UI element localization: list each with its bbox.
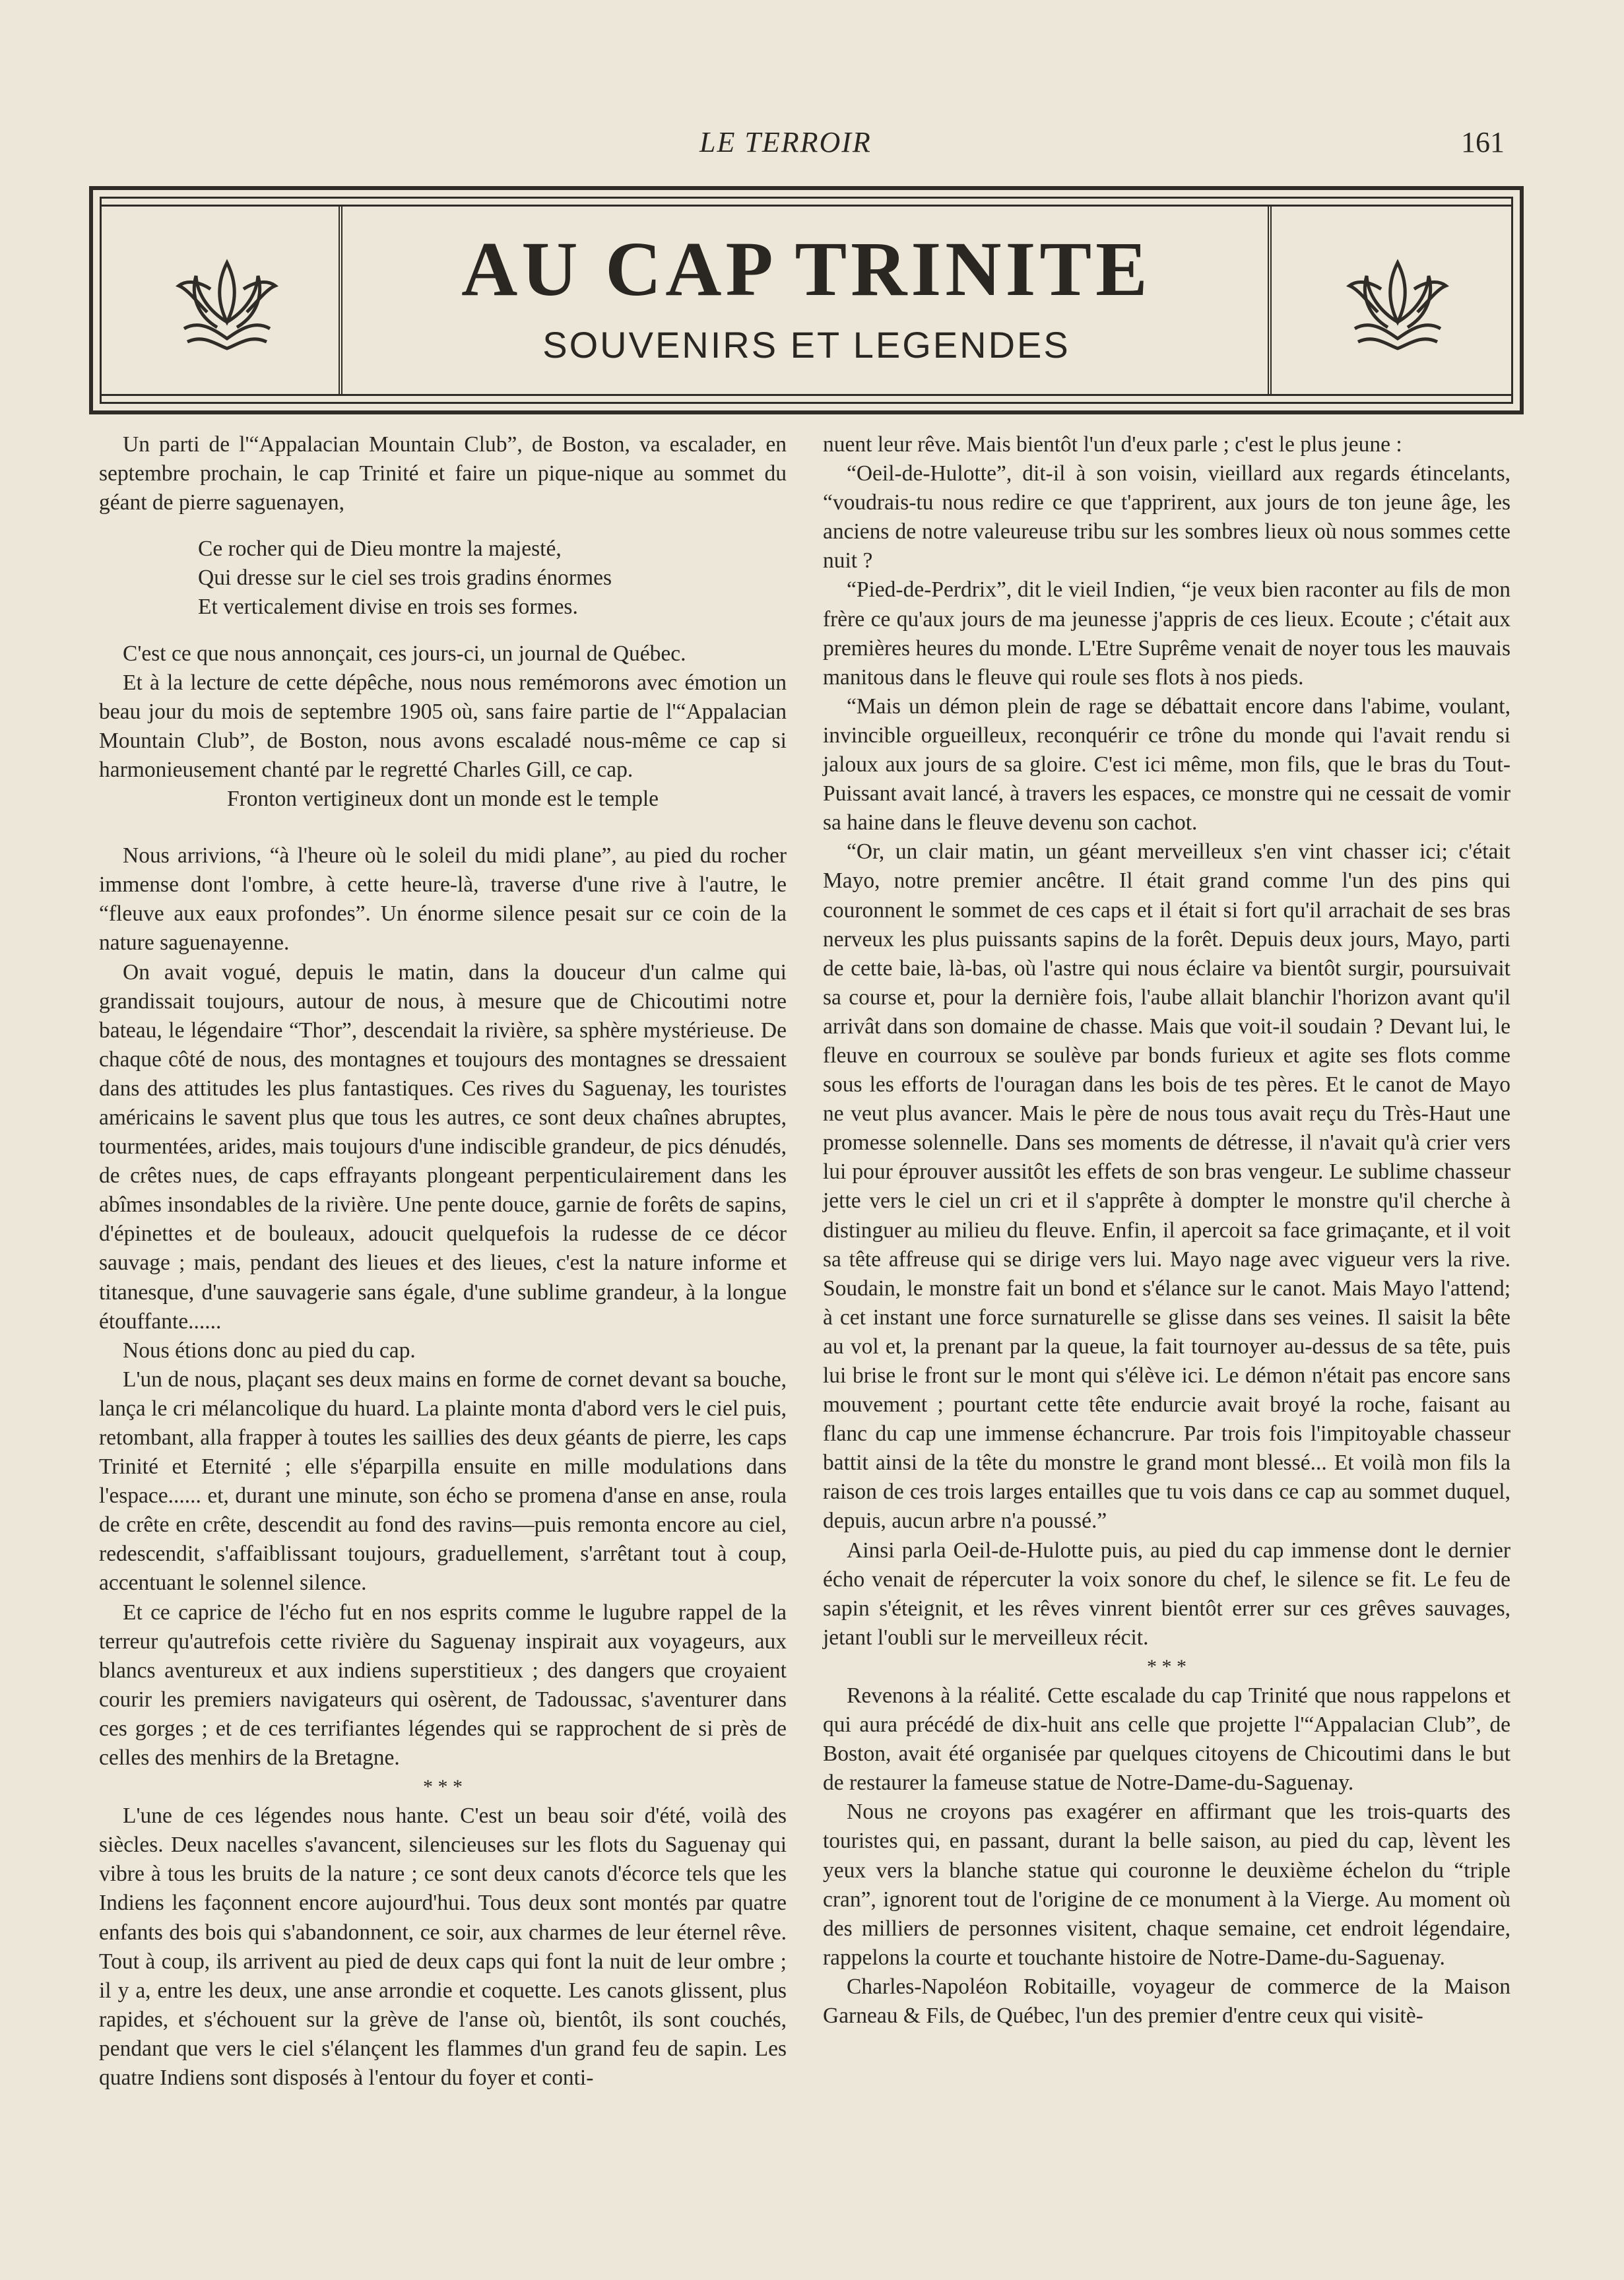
journal-name: LE TERROIR [699, 126, 872, 158]
page-number: 161 [1461, 126, 1505, 158]
paragraph: nuent leur rêve. Mais bientôt l'un d'eux parle ; c'est le plus jeune : [823, 432, 1402, 457]
paragraph: “Mais un démon plein de rage se débattait encore dans l'abime, voulant, invincible orgueilleux, reconquérir ce trône du monde qui l'avait rendu si jaloux aux jours de sa gloire. C'est ici même, mon fils, que le bras du Tout-Puissant avait lancé, à travers les espaces, ce monstre qui ne cessait de vomir sa haine dans le fleuve devenu son cachot. [823, 694, 1510, 835]
paragraph: L'une de ces légendes nous hante. C'est un beau soir d'été, voilà des siècles. Deux nacelles s'avancent, silencieuses sur les flots du Saguenay qui vibre à tous les bruits de la nature ; ce sont deux canots d'écorce tels que les Indiens les façonnent encore aujourd'hui. Tous deux sont montés par quatre enfants des bois qui s'abandonnent, ce soir, aux charmes de leur éternel rêve. Tout à coup, ils arrivent au pied de deux caps qui font la nuit de leur ombre ; il y a, entre les deux, une anse arrondie et coquette. Les canots glissent, plus rapides, et s'échouent sur la grève de l'anse où, bientôt, ils sont couchés, pendant que vers le ciel s'élançent les flammes d'un grand feu de sapin. Les quatre Indiens sont disposés à l'entour du foyer et conti- [99, 1804, 787, 2090]
paragraph: “Oeil-de-Hulotte”, dit-il à son voisin, vieillard aux regards étincelants, “voudrais-tu nous redire ce que t'apprirent, aux jours de ton jeune âge, les anciens de notre valeureuse tribu sur les sombres lieux où nous sommes cette nuit ? [823, 461, 1510, 573]
spacer [99, 814, 787, 841]
paragraph: “Or, un clair matin, un géant merveilleux s'en vint chasser ici; c'était Mayo, notre premier ancêtre. Il était grand comme l'un des pins qui couronnent le sommet de ces caps et il était si fort qu'il arrachait de ses bras nerveux les plus puissants sapins de la forêt. Depuis deux jours, Mayo, parti de cette baie, là-bas, où l'astre qui nous éclaire va bientôt surgir, poursuivait sa course et, pour la dernière fois, l'aube allait blanchir l'horizon avant qu'il arrivât dans son domaine de chasse. Mais que voit-il soudain ? Devant lui, le fleuve en courroux se soulève par bonds furieux et agite ses flots comme sous les efforts de l'ouragan dans les bois de tes pères. Et le canot de Mayo ne veut plus avancer. Mais le père de nous tous avait reçu du Très-Haut une promesse solennelle. Dans ses moments de détresse, il n'avait qu'à crier vers lui pour éprouver aussitôt les effets de son bras vengeur. Le sublime chasseur jette vers le ciel un cri et il s'apprête à dompter le monstre qu'il cherche à distinguer au milieu du fleuve. Enfin, il apercoit sa face grimaçante, et il voit sa tête affreuse qui se dirige vers lui. Mayo nage avec vigueur vers la rive. Soudain, le monstre fait un bond et s'élance sur le canot. Mais Mayo l'attend; à cet instant une force surnaturelle se glisse dans ses veines. Il saisit la bête au vol et, la prenant par la queue, la fait tournoyer au-dessus de sa tête, puis lui brise le front sur le mont qui s'élève ici. Le démon n'était pas encore sans mouvement ; pourtant cette tête endurcie avait broyé la roche, faisant au flanc du cap une immense échancrure. Par trois fois l'impitoyable chasseur battit ainsi de la tête du monstre le grand mont blessé... Et voilà mon fils la raison de ces trois larges entailles que tu vois dans ce cap au sommet duquel, depuis, aucun arbre n'a poussé.” [823, 839, 1510, 1534]
verse-line: Et verticalement divise en trois ses formes. [198, 595, 578, 620]
fleur-de-lis-ornament-icon [171, 249, 283, 355]
section-break-stars: * * * [423, 1776, 463, 1798]
paragraph: C'est ce que nous annonçait, ces jours-ci, un journal de Québec. [123, 641, 686, 666]
paragraph: Un parti de l'“Appalacian Mountain Club”, de Boston, va escalader, en septembre prochain, le cap Trinité et faire un pique-nique au sommet du géant de pierre saguenayen, [99, 432, 787, 515]
verse-line: Fronton vertigineux dont un monde est le temple [226, 787, 659, 812]
left-column [99, 430, 787, 2093]
paragraph: Et ce caprice de l'écho fut en nos esprits comme le lugubre rappel de la terreur qu'autrefois cette rivière du Saguenay inspirait aux voyageurs, aux blancs aventureux et aux indiens superstitieux ; des dangers que croyaient courir les premiers navigateurs qui osèrent, de Tadoussac, s'aventurer dans ces gorges ; et de ces terrifiantes légendes qui se rapprochent de si près de celles des menhirs de la Bretagne. [99, 1600, 787, 1771]
article-subtitle: SOUVENIRS ET LEGENDES [542, 324, 1070, 366]
paragraph: L'un de nous, plaçant ses deux mains en forme de cornet devant sa bouche, lança le cri mélancolique du huard. La plainte monta d'abord vers le ciel puis, retombant, alla frapper à toutes les saillies des deux géants de pierre, les caps Trinité et Eternité ; elle s'éparpilla ensuite en mille modulations dans l'espace...... et, durant une minute, son écho se promena d'anse en anse, roula de crête en crête, descendit au fond des ravins—puis remonta encore au ciel, redescendit, s'affaiblissant toujours, graduellement, s'arrêtant tout à coup, accentuant le solennel silence. [99, 1367, 787, 1596]
verse-line: Qui dresse sur le ciel ses trois gradins énormes [198, 566, 612, 591]
running-head [0, 125, 1624, 172]
paragraph: Ainsi parla Oeil-de-Hulotte puis, au pied du cap immense dont le dernier écho venait de répercuter la voix sonore du chef, le silence se fit. Le feu de sapin s'éteignit, et les rêves vinrent bientôt errer sur ces grêves sauvages, jetant l'oubli sur le merveilleux récit. [823, 1538, 1510, 1650]
fleur-de-lis-ornament-icon [1342, 249, 1454, 355]
banner-rule-top [100, 205, 1513, 207]
paragraph: “Pied-de-Perdrix”, dit le vieil Indien, “je veux bien raconter au fils de mon frère ce qu'aux jours de ma jeunesse j'appris de ces lieux. Ecoute ; c'était aux premières heures du monde. L'Etre Suprême venait de noyer tous les mauvais manitous dans le fleuve qui roule ses flots à nos pieds. [823, 577, 1510, 690]
verse-quote [198, 535, 787, 622]
title-banner [89, 186, 1524, 414]
banner-divider-left [339, 205, 342, 396]
article-title: AU CAP TRINITE [461, 226, 1152, 312]
paragraph: Et à la lecture de cette dépêche, nous nous remémorons avec émotion un beau jour du mois de septembre 1905 où, sans faire partie de l'“Appalacian Mountain Club”, de Boston, nous avons escaladé nous-même ce cap si harmonieusement chanté par le regretté Charles Gill, ce cap. [99, 670, 787, 782]
paragraph: On avait vogué, depuis le matin, dans la douceur d'un calme qui grandissait toujours, autour de nous, à mesure que de Chicoutimi notre bateau, le légendaire “Thor”, descendait la rivière, sa sphère mystérieuse. De chaque côté de nous, des montagnes et toujours des montagnes se dressaient dans des attitudes les plus fantastiques. Ces rives du Saguenay, les touristes américains le savent plus que tous les autres, ce sont deux chaînes abruptes, tourmentées, arides, mais toujours d'une indiscible grandeur, de pics dénudés, de crêtes nues, de caps effrayants plongeant perpenticulairement dans les abîmes insondables de la rivière. Une pente douce, garnie de forêts de sapins, d'épinettes et de bouleaux, adoucit quelquefois la rudesse de ce décor sauvage ; mais, pendant des lieues et des lieues, c'est la nature informe et titanesque, d'une sauvagerie sans égale, d'une sublime grandeur, à la longue étouffante...... [99, 960, 787, 1334]
paragraph: Nous arrivions, “à l'heure où le soleil du midi plane”, au pied du rocher immense dont l'ombre, à cette heure-là, traverse d'une rive à l'autre, le “fleuve aux eaux profondes”. Un énorme silence pesait sur ce coin de la nature saguenayenne. [99, 843, 787, 956]
paragraph: Charles-Napoléon Robitaille, voyageur de commerce de la Maison Garneau & Fils, de Québec, l'un des premier d'entre ceux qui visitè- [823, 1974, 1510, 2028]
right-column [823, 430, 1510, 2031]
paragraph: Nous ne croyons pas exagérer en affirmant que les trois-quarts des touristes qui, en passant, durant la belle saison, au pied du cap, lèvent les yeux vers la blanche statue qui couronne le deuxième échelon du “triple cran”, ignorent tout de l'origine de ce monument à la Vierge. Au moment où des milliers de personnes visitent, chaque semaine, cet endroit légendaire, rappelons la courte et touchante histoire de Notre-Dame-du-Saguenay. [823, 1800, 1510, 1970]
verse-line: Ce rocher qui de Dieu montre la majesté, [198, 537, 562, 562]
banner-rule-bottom [100, 394, 1513, 396]
paragraph: Revenons à la réalité. Cette escalade du cap Trinité que nous rappelons et qui aura précédé de dix-huit ans celle que projette l'“Appalacian Club”, de Boston, avait été organisée par quelques citoyens de Chicoutimi dans le but de restaurer la fameuse statue de Notre-Dame-du-Saguenay. [823, 1683, 1510, 1796]
paragraph: Nous étions donc au pied du cap. [123, 1338, 416, 1363]
section-break-stars: * * * [1147, 1655, 1186, 1677]
